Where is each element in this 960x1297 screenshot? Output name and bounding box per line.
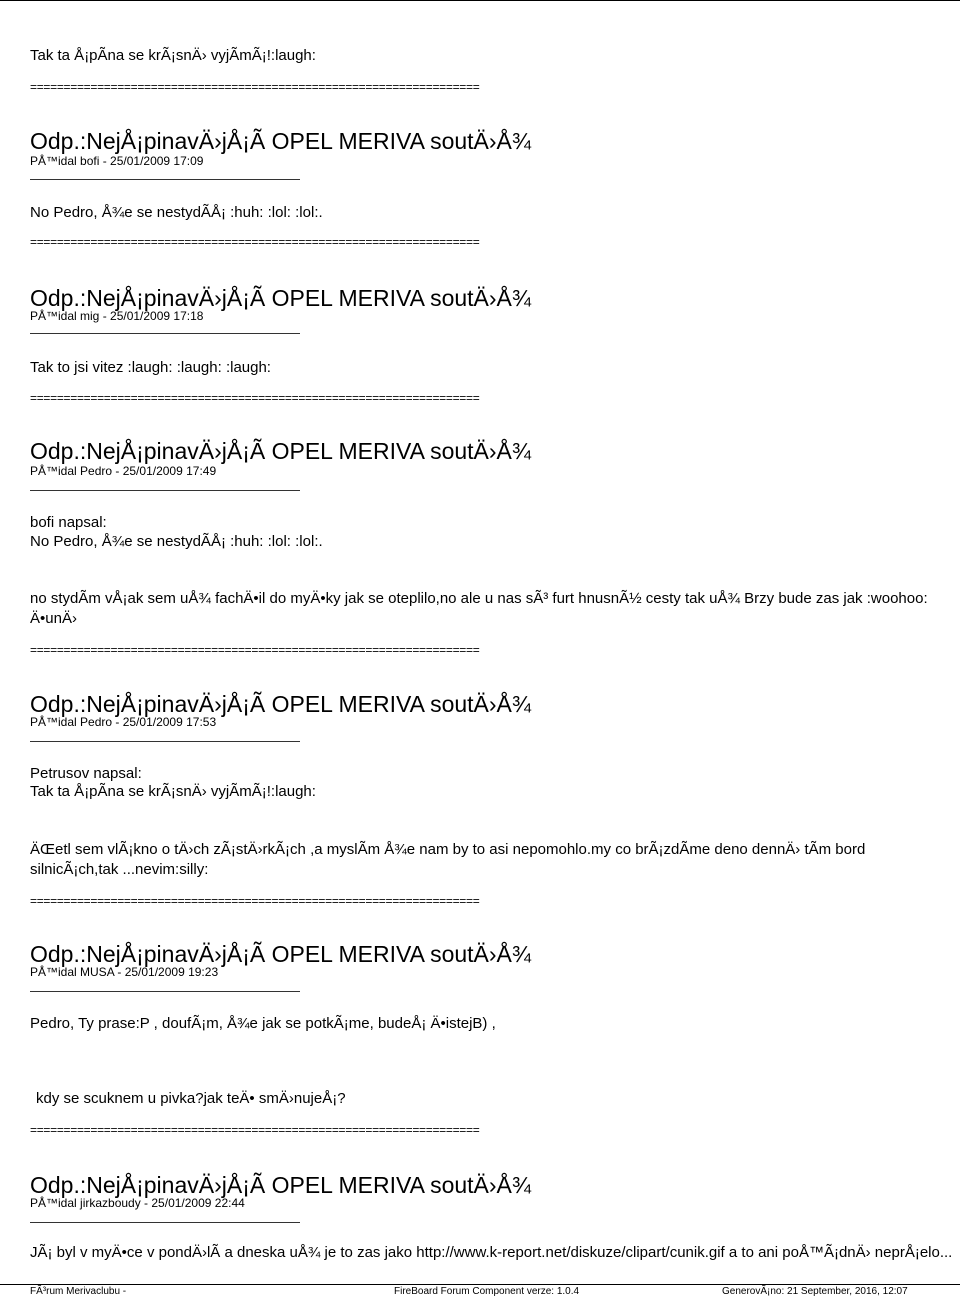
quote-label: bofi napsal:: [30, 514, 107, 531]
post-line: No Pedro, Å¾e se nestydÃÅ¡ :huh: :lol: :lol:.: [30, 204, 323, 221]
post-meta: PÅ™idal Pedro - 25/01/2009 17:53: [30, 715, 217, 729]
post-line: JÃ¡ byl v myÄ•ce v pondÄ›lÃ a dneska uÅ¾ je to zas jako http://www.k-report.net/diskuze/clipart/cunik.gif a to ani poÅ™Ã¡dnÄ› neprÅ¡elo...: [30, 1244, 953, 1261]
post-line: Tak to jsi vitez :laugh: :laugh: :laugh:: [30, 359, 271, 376]
post-rule: [30, 490, 300, 491]
separator: ===================================================================: [30, 80, 480, 94]
post-rule: [30, 333, 300, 334]
footer-rule: [0, 1284, 960, 1285]
post-line: kdy se scuknem u pivka?jak teÄ• smÄ›nujeÅ¡?: [36, 1090, 346, 1107]
post-title: Odp.:NejÅ¡pinavÄ›jÅ¡Ã OPEL MERIVA soutÄ›Å¾: [30, 691, 532, 717]
post-rule: [30, 179, 300, 180]
post-title: Odp.:NejÅ¡pinavÄ›jÅ¡Ã OPEL MERIVA soutÄ›Å¾: [30, 941, 532, 967]
quote-text: Tak ta Å¡pÃna se krÃ¡snÄ› vyjÃmÃ¡!:laugh:: [30, 783, 316, 800]
post-line: ÄŒetl sem vlÃ¡kno o tÄ›ch zÃ¡stÄ›rkÃ¡ch ,a myslÃm Å¾e nam by to asi nepomohlo.my co brÃ¡zdÃme deno dennÄ› tÃm bord silnicÃ¡ch,tak ...nevim:silly:: [30, 841, 866, 878]
intro-text: Tak ta Å¡pÃna se krÃ¡snÄ› vyjÃmÃ¡!:laugh:: [30, 47, 316, 64]
post-meta: PÅ™idal jirkazboudy - 25/01/2009 22:44: [30, 1196, 245, 1210]
post-title: Odp.:NejÅ¡pinavÄ›jÅ¡Ã OPEL MERIVA soutÄ›Å¾: [30, 285, 532, 311]
separator: ===================================================================: [30, 643, 480, 657]
quote-text: No Pedro, Å¾e se nestydÃÅ¡ :huh: :lol: :lol:.: [30, 533, 323, 550]
post-line: no stydÃm vÅ¡ak sem uÅ¾ fachÄ•il do myÄ•ky jak se oteplilo,no ale u nas sÃ³ furt hnusnÃ½ cesty tak uÅ¾ Brzy bude zas jak :woohoo: Ä•unÄ›: [30, 590, 928, 627]
post-title: Odp.:NejÅ¡pinavÄ›jÅ¡Ã OPEL MERIVA soutÄ›Å¾: [30, 1172, 532, 1198]
separator: ===================================================================: [30, 1123, 480, 1137]
footer-generated: GenerovÃ¡no: 21 September, 2016, 12:07: [722, 1286, 908, 1297]
post-rule: [30, 991, 300, 992]
post-meta: PÅ™idal Pedro - 25/01/2009 17:49: [30, 464, 217, 478]
top-border: [0, 0, 960, 1]
post-title: Odp.:NejÅ¡pinavÄ›jÅ¡Ã OPEL MERIVA soutÄ›Å¾: [30, 128, 532, 154]
separator: ===================================================================: [30, 391, 480, 405]
post-line: Pedro, Ty prase:P , doufÃ¡m, Å¾e jak se potkÃ¡me, budeÅ¡ Ä•istejB) ,: [30, 1015, 496, 1032]
post-meta: PÅ™idal mig - 25/01/2009 17:18: [30, 309, 204, 323]
post-rule: [30, 1222, 300, 1223]
post-rule: [30, 741, 300, 742]
separator: ===================================================================: [30, 894, 480, 908]
post-meta: PÅ™idal MUSA - 25/01/2009 19:23: [30, 965, 219, 979]
post-meta: PÅ™idal bofi - 25/01/2009 17:09: [30, 154, 204, 168]
footer-forum-name: FÃ³rum Merivaclubu -: [30, 1286, 127, 1297]
separator: ===================================================================: [30, 235, 480, 249]
footer-component: FireBoard Forum Component verze: 1.0.4: [394, 1286, 580, 1297]
quote-label: Petrusov napsal:: [30, 765, 142, 782]
post-title: Odp.:NejÅ¡pinavÄ›jÅ¡Ã OPEL MERIVA soutÄ›Å¾: [30, 438, 532, 464]
